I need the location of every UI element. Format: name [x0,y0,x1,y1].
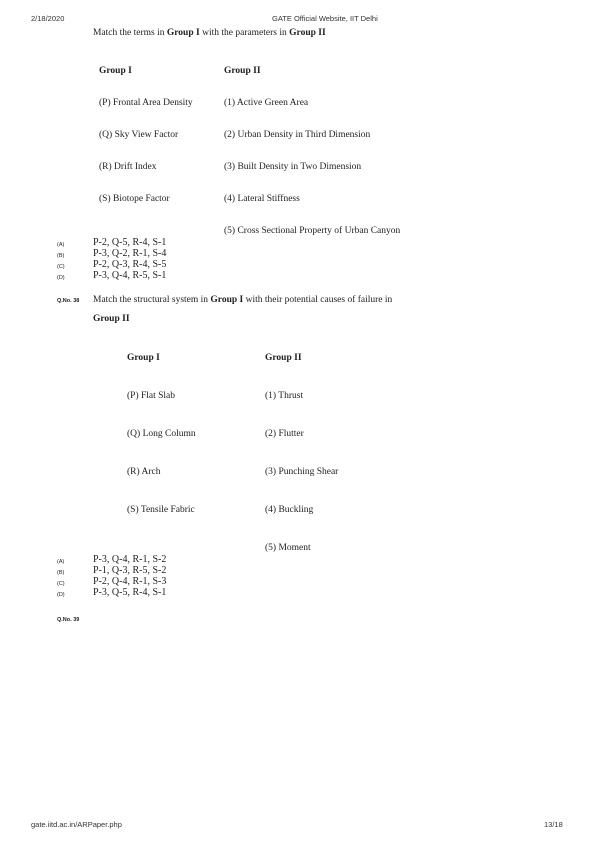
q37-group1-item: (S) Biotope Factor [99,194,170,204]
q37-group1-item: (R) Drift Index [99,162,157,172]
q39-number: Q.No. 39 [57,617,80,623]
q38-option-text: P-3, Q-5, R-4, S-1 [93,587,167,598]
q38-group2-item: (3) Punching Shear [265,467,339,477]
q37-group1-item: (Q) Sky View Factor [99,130,179,140]
q37-group1-header: Group I [99,66,132,76]
q37-group2-item: (1) Active Green Area [224,98,309,108]
q38-group1-item: (Q) Long Column [127,429,196,439]
q38-option-label: (A) [57,559,65,565]
q37-stem-group2: Group II [289,28,326,38]
q38-option-text: P-1, Q-3, R-5, S-2 [93,565,167,576]
q38-group2-item: (2) Flutter [265,429,304,439]
page-header-title: GATE Official Website, IIT Delhi [272,14,378,23]
q37-group2-item: (5) Cross Sectional Property of Urban Canyon [224,226,401,236]
q37-group2-item: (2) Urban Density in Third Dimension [224,130,371,140]
q37-option-text: P-3, Q-4, R-5, S-1 [93,270,167,281]
q37-group2-header: Group II [224,66,261,76]
q38-option-label: (B) [57,570,65,576]
q37-option-label: (D) [57,275,65,281]
q37-option-label: (A) [57,242,65,248]
q38-number: Q.No. 38 [57,298,80,304]
q37-stem-pre: Match the terms in [93,28,167,38]
q37-stem [93,28,326,38]
q37-group2-item: (3) Built Density in Two Dimension [224,162,362,172]
q38-option-text: P-3, Q-4, R-1, S-2 [93,554,167,565]
q38-group2-header: Group II [265,353,302,363]
q37-option-text: P-2, Q-5, R-4, S-1 [93,237,167,248]
q38-group1-header: Group I [127,353,160,363]
q38-group2-item: (5) Moment [265,543,311,553]
q37-option-label: (B) [57,253,65,259]
q38-group1-item: (P) Flat Slab [127,391,176,401]
q38-option-text: P-2, Q-4, R-1, S-3 [93,576,167,587]
q38-stem-group1: Group I [210,295,244,305]
page-number: 13/18 [544,820,563,829]
q38-group1-item: (R) Arch [127,467,161,477]
print-date: 2/18/2020 [31,14,65,23]
q38-stem-pre: Match the structural system in [93,295,211,305]
q37-option-label: (C) [57,264,65,270]
q37-stem-group1: Group I [166,28,200,38]
q37-option-text: P-3, Q-2, R-1, S-4 [93,248,167,259]
q37-option-text: P-2, Q-3, R-4, S-5 [93,259,167,270]
q38-option-label: (C) [57,581,65,587]
q38-group1-item: (S) Tensile Fabric [127,505,195,515]
q38-stem-mid: with their potential causes of failure in [243,295,393,305]
q37-group2-item: (4) Lateral Stiffness [224,194,300,204]
q38-stem [93,295,392,305]
q38-group2-item: (1) Thrust [265,391,304,401]
q37-stem-mid: with the parameters in [199,28,290,38]
q38-option-label: (D) [57,592,65,598]
q38-stem-group2: Group II [93,314,130,324]
q37-group1-item: (P) Frontal Area Density [99,98,193,108]
q38-group2-item: (4) Buckling [265,505,314,515]
page-url-link[interactable]: gate.iitd.ac.in/ARPaper.php [31,820,122,829]
